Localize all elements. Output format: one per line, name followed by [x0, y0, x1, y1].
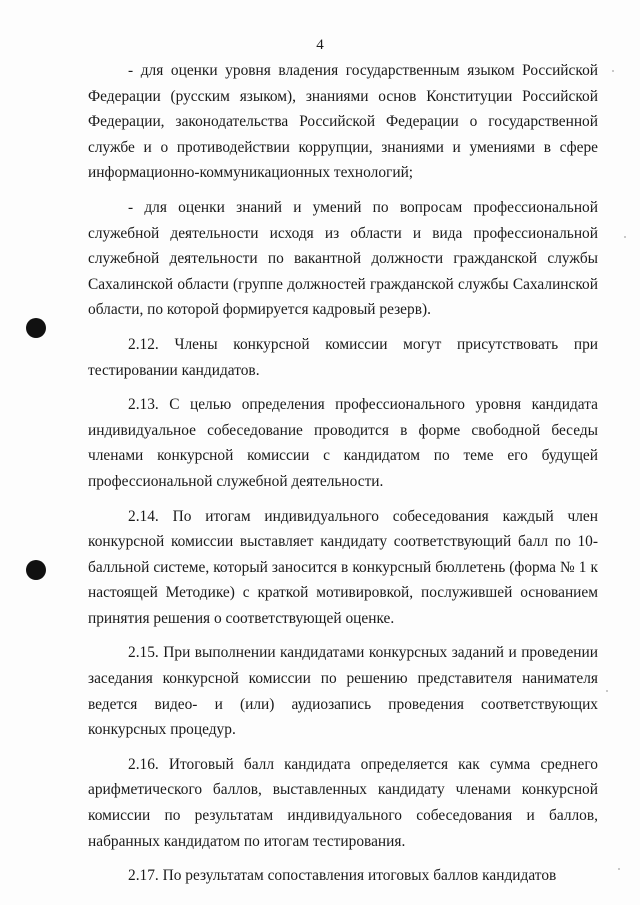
paragraph-2-13: 2.13. С целью определения профессионального уровня кандидата индивидуальное собеседование проводится в форме свободной беседы членами конкурсной комиссии с кандидатом по теме его будущей профессиональной служебной деятельности.	[88, 396, 598, 490]
paragraph-2-12: 2.12. Члены конкурсной комиссии могут присутствовать при тестировании кандидатов.	[88, 335, 598, 379]
document-body	[88, 58, 598, 898]
scan-speck	[624, 236, 626, 238]
paragraph-professional-assessment: - для оценки знаний и умений по вопросам профессиональной служебной деятельности исходя из области и вида профессиональной служебной деятельности по вакантной должности гражданской службы Сахалинской области (группе должностей гражданской службы Сахалинской области, по которой формируется кадровый резерв).	[88, 198, 598, 319]
paragraph-2-14: 2.14. По итогам индивидуального собеседования каждый член конкурсной комиссии выставляет кандидату соответствующий балл по 10-балльной системе, который заносится в конкурсный бюллетень (форма № 1 к настоящей Методике) с краткой мотивировкой, послужившей основанием принятия решения о соответствующей оценке.	[88, 507, 598, 627]
paragraph-2-16: 2.16. Итоговый балл кандидата определяется как сумма среднего арифметического баллов, выставленных кандидату членами конкурсной комиссии по результатам индивидуального собеседования и баллов, набранных кандидатом по итогам тестирования.	[88, 755, 598, 850]
scan-speck	[618, 868, 620, 870]
paragraph-language-assessment: - для оценки уровня владения государственным языком Российской Федерации (русским языком), знаниями основ Конституции Российской Федерации, законодательства Российской Федерации о государственной службе и о противодействии коррупции, знаниями и умениями в сфере информационно-коммуникационных технологий;	[88, 62, 598, 182]
punch-hole-mark	[26, 318, 46, 338]
paragraph-2-15: 2.15. При выполнении кандидатами конкурсных заданий и проведении заседания конкурсной комиссии по решению представителя нанимателя ведется видео- и (или) аудиозапись проведения соответствующих конкурсных процедур.	[88, 644, 598, 739]
punch-hole-mark	[26, 560, 46, 580]
scan-speck	[612, 70, 614, 72]
page-number: 4	[316, 37, 324, 53]
scan-speck	[606, 690, 608, 692]
paragraph-2-17: 2.17. По результатам сопоставления итоговых баллов кандидатов	[128, 867, 557, 885]
